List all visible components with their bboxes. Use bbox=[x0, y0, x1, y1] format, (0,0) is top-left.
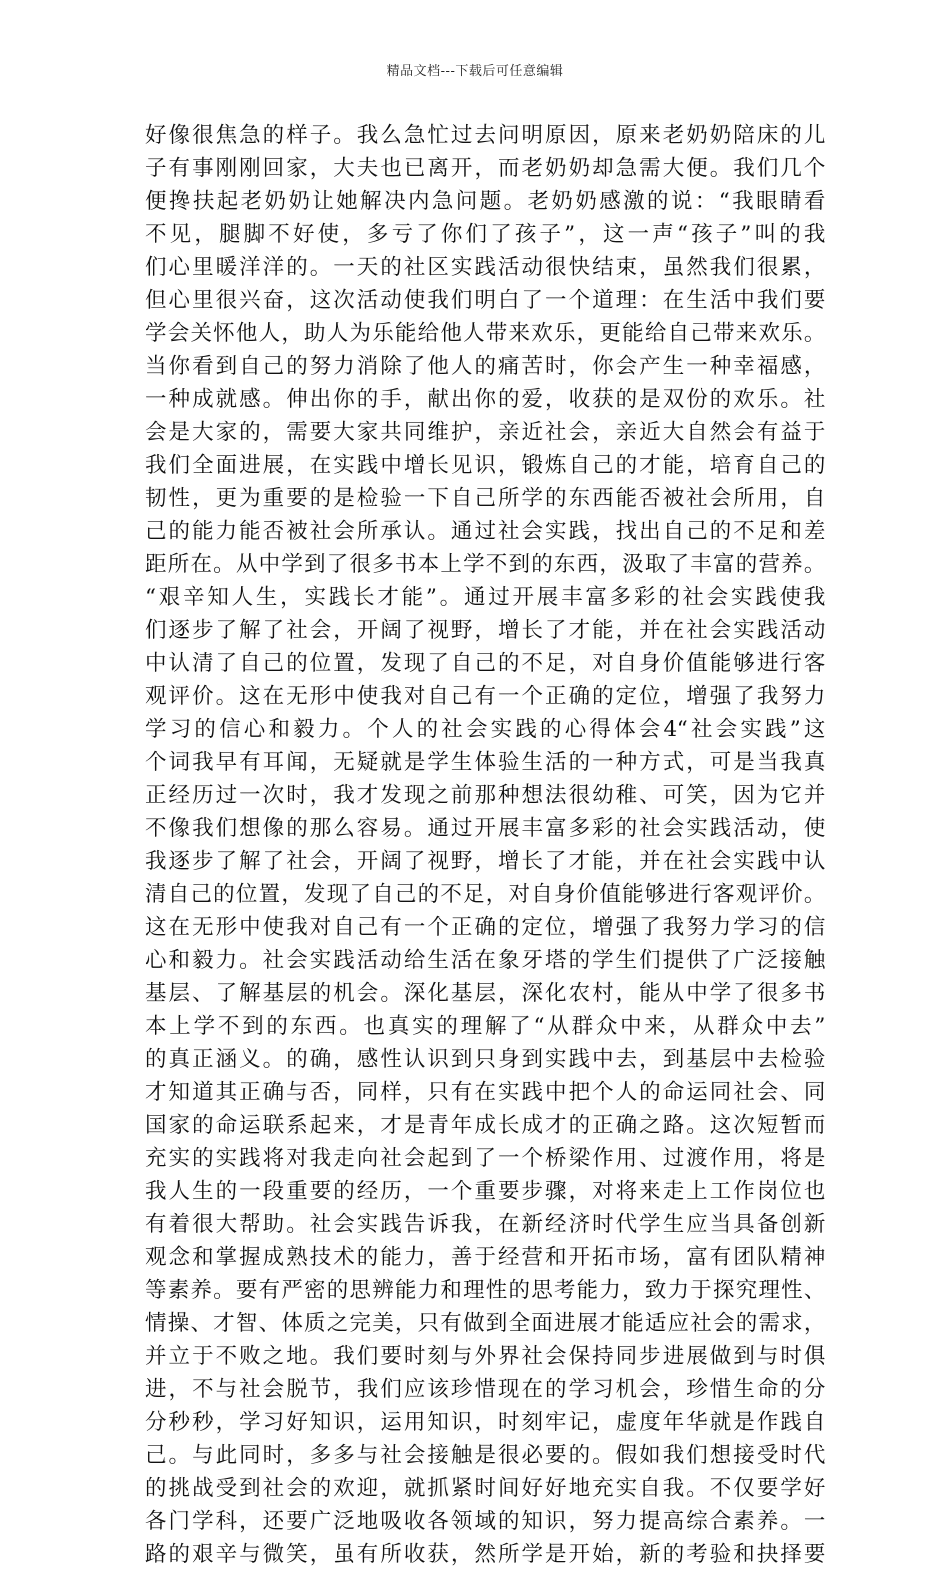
text-line: 有着很大帮助。社会实践告诉我，在新经济时代学生应当具备创新 bbox=[145, 1212, 825, 1237]
text-line: 并立于不败之地。我们要时刻与外界社会保持同步进展做到与时俱 bbox=[145, 1344, 825, 1369]
text-line: 进，不与社会脱节，我们应该珍惜现在的学习机会，珍惜生命的分 bbox=[145, 1377, 825, 1402]
text-line: 我逐步了解了社会，开阔了视野，增长了才能，并在社会实践中认 bbox=[145, 849, 825, 874]
text-line: 韧性，更为重要的是检验一下自己所学的东西能否被社会所用，自 bbox=[145, 486, 825, 511]
text-line: 当你看到自己的努力消除了他人的痛苦时，你会产生一种幸福感， bbox=[145, 354, 825, 379]
text-line: 观念和掌握成熟技术的能力，善于经营和开拓市场，富有团队精神 bbox=[145, 1245, 825, 1270]
text-line: 学会关怀他人，助人为乐能给他人带来欢乐，更能给自己带来欢乐。 bbox=[145, 321, 825, 346]
text-line: 好像很焦急的样子。我么急忙过去问明原因，原来老奶奶陪床的儿 bbox=[145, 123, 825, 148]
page-header: 精品文档---下载后可任意编辑 bbox=[386, 64, 564, 79]
text-line: 观评价。这在无形中使我对自己有一个正确的定位，增强了我努力 bbox=[145, 684, 825, 709]
text-line: 己。与此同时，多多与社会接触是很必要的。假如我们想接受时代 bbox=[145, 1443, 825, 1468]
text-line: 才知道其正确与否，同样，只有在实践中把个人的命运同社会、同 bbox=[145, 1080, 825, 1105]
text-line: 个词我早有耳闻，无疑就是学生体验生活的一种方式，可是当我真 bbox=[145, 750, 825, 775]
text-line: 不见，腿脚不好使，多亏了你们了孩子”，这一声“孩子”叫的我 bbox=[145, 222, 825, 247]
text-line: 便搀扶起老奶奶让她解决内急问题。老奶奶感激的说：“我眼睛看 bbox=[145, 189, 825, 214]
text-line: 本上学不到的东西。也真实的理解了“从群众中来，从群众中去” bbox=[145, 1014, 825, 1039]
text-line: 的挑战受到社会的欢迎，就抓紧时间好好地充实自我。不仅要学好 bbox=[145, 1476, 825, 1501]
text-line: 分秒秒，学习好知识，运用知识，时刻牢记，虚度年华就是作践自 bbox=[145, 1410, 825, 1435]
text-line: 己的能力能否被社会所承认。通过社会实践，找出自己的不足和差 bbox=[145, 519, 825, 544]
text-line: 路的艰辛与微笑，虽有所收获，然所学是开始，新的考验和抉择要 bbox=[145, 1542, 825, 1567]
text-line: 一种成就感。伸出你的手，献出你的爱，收获的是双份的欢乐。社 bbox=[145, 387, 825, 412]
text-line: 们逐步了解了社会，开阔了视野，增长了才能，并在社会实践活动 bbox=[145, 618, 825, 643]
text-line: 会是大家的，需要大家共同维护，亲近社会，亲近大自然会有益于 bbox=[145, 420, 825, 445]
text-line: 子有事刚刚回家，大夫也已离开，而老奶奶却急需大便。我们几个 bbox=[145, 156, 825, 181]
text-line: “艰辛知人生，实践长才能”。通过开展丰富多彩的社会实践使我 bbox=[145, 585, 825, 610]
text-line: 心和毅力。社会实践活动给生活在象牙塔的学生们提供了广泛接触 bbox=[145, 948, 825, 973]
text-line: 等素养。要有严密的思辨能力和理性的思考能力，致力于探究理性、 bbox=[145, 1278, 825, 1303]
text-line: 我们全面进展，在实践中增长见识，锻炼自己的才能，培育自己的 bbox=[145, 453, 825, 478]
text-line: 基层、了解基层的机会。深化基层，深化农村，能从中学了很多书 bbox=[145, 981, 825, 1006]
text-line: 中认清了自己的位置，发现了自己的不足，对自身价值能够进行客 bbox=[145, 651, 825, 676]
text-line: 正经历过一次时，我才发现之前那种想法很幼稚、可笑，因为它并 bbox=[145, 783, 825, 808]
document-body bbox=[145, 119, 825, 1571]
text-line: 学习的信心和毅力。个人的社会实践的心得体会4“社会实践”这 bbox=[145, 717, 825, 742]
text-line: 我人生的一段重要的经历，一个重要步骤，对将来走上工作岗位也 bbox=[145, 1179, 825, 1204]
text-line: 清自己的位置，发现了自己的不足，对自身价值能够进行客观评价。 bbox=[145, 882, 825, 907]
text-line: 国家的命运联系起来，才是青年成长成才的正确之路。这次短暂而 bbox=[145, 1113, 825, 1138]
text-line: 情操、才智、体质之完美，只有做到全面进展才能适应社会的需求， bbox=[145, 1311, 825, 1336]
text-line: 各门学科，还要广泛地吸收各领域的知识，努力提高综合素养。一 bbox=[145, 1509, 825, 1534]
text-line: 们心里暖洋洋的。一天的社区实践活动很快结束，虽然我们很累， bbox=[145, 255, 825, 280]
text-line: 这在无形中使我对自己有一个正确的定位，增强了我努力学习的信 bbox=[145, 915, 825, 940]
text-line: 但心里很兴奋，这次活动使我们明白了一个道理：在生活中我们要 bbox=[145, 288, 825, 313]
text-line: 的真正涵义。的确，感性认识到只身到实践中去，到基层中去检验 bbox=[145, 1047, 825, 1072]
text-line: 距所在。从中学到了很多书本上学不到的东西，汲取了丰富的营养。 bbox=[145, 552, 825, 577]
text-line: 不像我们想像的那么容易。通过开展丰富多彩的社会实践活动，使 bbox=[145, 816, 825, 841]
text-line: 充实的实践将对我走向社会起到了一个桥梁作用、过渡作用，将是 bbox=[145, 1146, 825, 1171]
